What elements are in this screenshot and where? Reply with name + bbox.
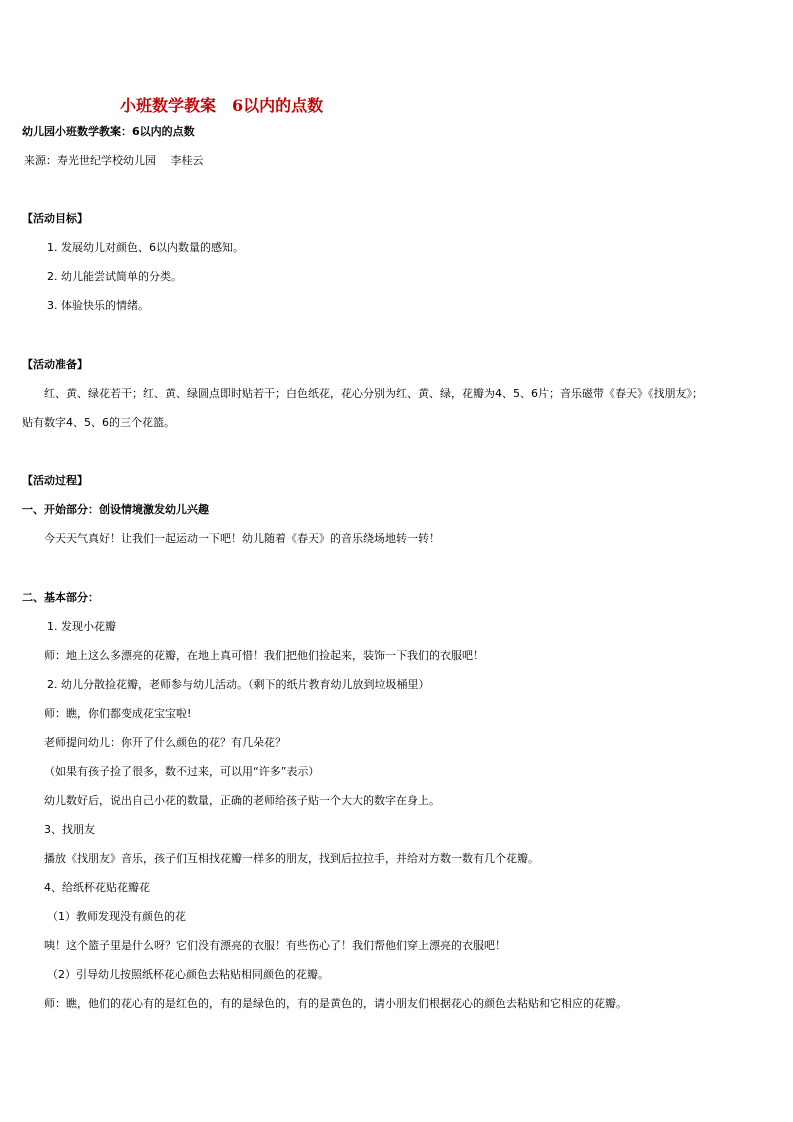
process-line: 师：地上这么多漂亮的花瓣，在地上真可惜！我们把他们捡起来，装饰一下我们的衣服吧！	[44, 649, 484, 662]
process-line: 咦！这个篮子里是什么呀？它们没有漂亮的衣服！有些伤心了！我们帮他们穿上漂亮的衣服吧！	[44, 939, 506, 952]
process-line: 4、给纸杯花贴花瓣花	[44, 881, 150, 894]
part1-text: 今天天气真好！让我们一起运动一下吧！幼儿随着《春天》的音乐绕场地转一转！	[44, 532, 440, 545]
goal-item: 1. 发展幼儿对颜色、6以内数量的感知。	[47, 241, 244, 254]
prep-text-line: 贴有数字4、5、6的三个花篮。	[22, 416, 175, 429]
goal-item: 3. 体验快乐的情绪。	[47, 299, 149, 312]
process-line: （1）教师发现没有颜色的花	[47, 910, 186, 923]
goal-item: 2. 幼儿能尝试简单的分类。	[47, 270, 182, 283]
process-line: 幼儿数好后，说出自己小花的数量，正确的老师给孩子贴一个大大的数字在身上。	[44, 794, 440, 807]
part1-heading: 一、开始部分：创设情境激发幼儿兴趣	[22, 503, 209, 516]
process-line: （如果有孩子捡了很多，数不过来，可以用“许多”表示）	[44, 765, 320, 778]
process-line: 老师提问幼儿：你开了什么颜色的花？有几朵花？	[44, 736, 286, 749]
process-line: 2. 幼儿分散捡花瓣，老师参与幼儿活动。（剩下的纸片教育幼儿放到垃圾桶里）	[47, 678, 430, 691]
document-subtitle: 幼儿园小班数学教案：6以内的点数	[22, 125, 195, 138]
goals-heading: 【活动目标】	[22, 212, 88, 225]
part2-heading: 二、基本部分：	[22, 591, 99, 604]
page-title: 小班数学教案 6以内的点数	[120, 96, 324, 115]
process-line: 3、找朋友	[44, 823, 95, 836]
process-line: 播放《找朋友》音乐，孩子们互相找花瓣一样多的朋友，找到后拉拉手，并给对方数一数有几个花瓣。	[44, 852, 539, 865]
process-heading: 【活动过程】	[22, 474, 88, 487]
process-line: 师：瞧，你们都变成花宝宝啦!	[44, 707, 192, 720]
prep-text-line: 红、黄、绿花若干；红、黄、绿圆点即时贴若干；白色纸花，花心分别为红、黄、绿，花瓣为4、5、6片；音乐磁带《春天》《找朋友》；	[44, 387, 703, 400]
process-line: （2）引导幼儿按照纸杯花心颜色去粘贴相同颜色的花瓣。	[47, 968, 329, 981]
prep-heading: 【活动准备】	[22, 358, 88, 371]
source-line: 来源：寿光世纪学校幼儿园 李桂云	[24, 154, 204, 167]
process-line: 1. 发现小花瓣	[47, 620, 116, 633]
process-line: 师：瞧，他们的花心有的是红色的，有的是绿色的，有的是黄色的，请小朋友们根据花心的颜色去粘贴和它相应的花瓣。	[44, 997, 627, 1010]
